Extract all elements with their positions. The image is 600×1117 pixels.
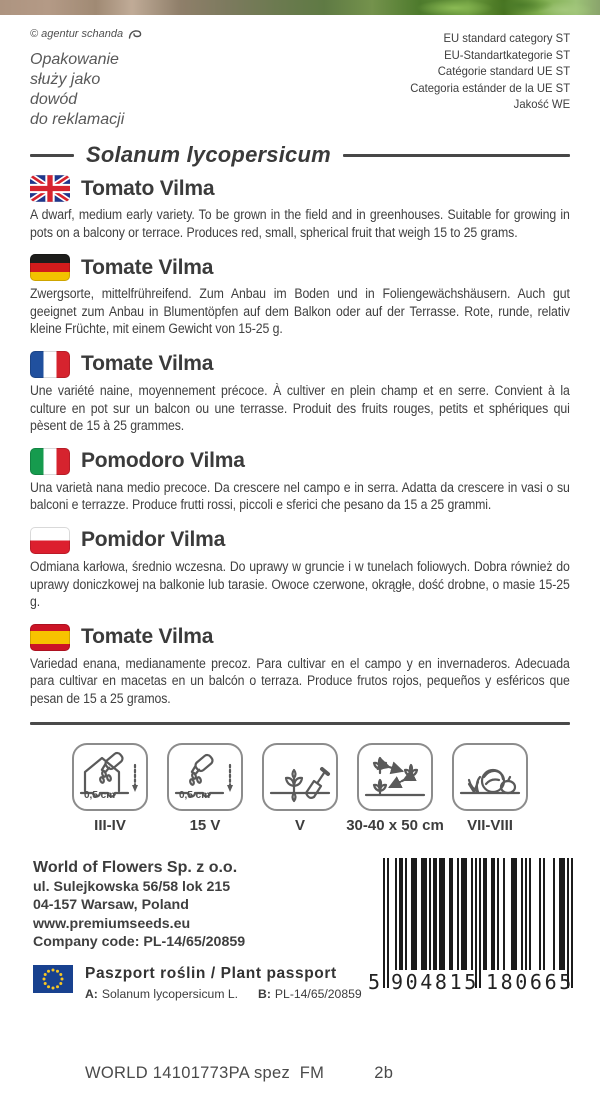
eu-category-line: Jakość WE [513,97,570,111]
company-website: www.premiumseeds.eu [33,915,191,932]
spain-flag-icon [30,624,70,651]
variety-description-en: A dwarf, medium early variety. To be grown in the field and in greenhouses. Suitable for growing in pots on a balcony or terrace. Produces red, small, spherical fruit that weigh 15 to 25 grams. [30,207,570,240]
bottom-block [33,858,572,1008]
species-rule-right [343,154,570,157]
eu-category-line: EU standard category ST [443,31,570,45]
packaging-claim [30,50,142,130]
pictogram-box [357,743,433,811]
eu-category-line: EU-Standartkategorie ST [443,47,570,62]
barcode-digit-first: 5 [368,969,381,994]
company-address-line: ul. Sulejkowska 56/58 lok 215 [33,878,231,895]
eu-category-line: Categoria estánder de la UE ST [410,80,570,95]
variety-description-de: Zwergsorte, mittelfrühreifend. Zum Anbau im Boden und in Foliengewächshäusern. Auch gut geeignet zum Anbau in Blumentöpfen auf dem Balkon oder auf der Terrasse. Rote, runde, relativ kleine Früchte, mit einem Gewicht von 15-25 g. [30,286,570,337]
pictogram-caption: III-IV [94,816,126,834]
print-imprint [85,1064,393,1083]
section-header [30,254,570,281]
plant-spacing-icon [363,748,427,806]
section-english [30,175,570,241]
variety-description-fr: Une variété naine, moyennement précoce. À cultiver en plein champ et en serre. Convient à la culture en pot sur un balcon ou une terrasse. Produit des fruits rouges, petits et sphériques qui pèsent de 15 à 25 grammes. [30,382,570,434]
section-italian [30,448,570,514]
claim-line: dowód [30,91,78,108]
pictogram-caption: 30-40 x 50 cm [346,816,444,834]
variety-title-en: Tomato Vilma [81,176,215,200]
ean-barcode [370,858,572,1008]
imprint-code: WORLD 14101773PA spez FM [85,1064,325,1082]
variety-description-it: Una varietà nana medio precoce. Da crescere nel campo e in serra. Adatta da crescere in vasi o su balconi e terrazze. Produce frutti rossi, piccoli e sferici che pesano da 15 a 25 grammi. [30,479,570,513]
packet-photo-edge [0,0,600,15]
variety-description-es: Variedad enana, medianamente precoz. Para cultivar en el campo y en invernaderos. Adecuada para cultivar en macetas en un balcón o terraza. Produce frutos rojos, pequeños y esféricos que pesan de 15 a 25 gramos. [30,655,570,706]
company-name: World of Flowers Sp. z o.o. [33,858,238,876]
pictogram-sow-indoors [72,743,148,834]
copyright-line [30,28,142,40]
section-header [30,527,570,554]
variety-description-pl: Odmiana karłowa, średnio wczesna. Do uprawy w gruncie i w tunelach foliowych. Dobra również do uprawy doniczkowej na balkonie lub tarasie. Owoce czerwone, okrągłe, dość drobne, o masie 15-25 g. [30,558,570,610]
sowing-depth-label: 0,5 cm [179,789,211,801]
passport-text [85,965,362,1001]
pictogram-box [452,743,528,811]
section-spanish [30,624,570,708]
eu-flag-icon [33,965,73,993]
passport-b-label: B: [258,986,271,1001]
leaf-swirl-icon [128,29,142,40]
france-flag-icon [30,351,70,378]
barcode-bars [383,858,573,988]
eu-category-list [410,28,570,130]
claim-line: Opakowanie [30,51,119,68]
passport-a-value: Solanum lycopersicum L. [101,986,239,1001]
top-info-row [0,15,600,130]
pictogram-transplant [262,743,338,834]
section-header [30,351,570,378]
section-french [30,351,570,435]
harvest-icon [458,748,522,806]
plant-passport [33,965,362,1001]
section-header [30,624,570,651]
pictogram-sow-outdoors [167,743,243,834]
pictogram-caption: VII-VIII [467,816,513,834]
company-and-passport [33,858,362,1001]
barcode-digits-left: 904815 [391,969,479,994]
pictogram-box [72,743,148,811]
pictogram-caption: 15 V [189,816,221,834]
pictogram-row [0,743,600,834]
species-header [30,142,570,168]
section-header [30,175,570,202]
section-polish [30,527,570,611]
united-kingdom-flag-icon [30,175,70,202]
italy-flag-icon [30,448,70,475]
company-address-line: 04-157 Warsaw, Poland [33,897,189,914]
passport-b-value: PL-14/65/20859 [274,986,362,1001]
pictogram-box [262,743,338,811]
passport-values [85,987,362,1001]
section-header [30,448,570,475]
species-title: Solanum lycopersicum [86,142,331,167]
section-german [30,254,570,338]
variety-title-fr: Tomate Vilma [81,352,214,376]
passport-title: Paszport roślin / Plant passport [85,964,337,982]
pictogram-harvest [452,743,528,834]
variety-title-pl: Pomidor Vilma [81,528,226,552]
eu-category-line: Catégorie standard UE ST [437,64,570,78]
imprint-batch: 2b [374,1064,394,1082]
sowing-depth-label: 0,5 cm [84,789,116,801]
top-left-block [30,28,142,130]
pictogram-caption: V [294,816,305,834]
pictogram-box [167,743,243,811]
claim-line: służy jako [30,71,101,88]
claim-line: do reklamacji [30,111,125,128]
section-divider [30,722,570,725]
variety-title-es: Tomate Vilma [81,625,214,649]
pictogram-spacing [346,743,444,834]
company-code: Company code: PL-14/65/20859 [33,934,246,951]
species-rule-left [30,154,74,157]
passport-a-label: A: [85,986,98,1001]
transplant-icon [268,748,332,806]
poland-flag-icon [30,527,70,554]
barcode-digits-right: 180665 [486,969,574,994]
germany-flag-icon [30,254,70,281]
variety-title-de: Tomate Vilma [81,255,214,279]
variety-title-it: Pomodoro Vilma [81,449,245,473]
copyright-text: © agentur schanda [30,28,124,40]
